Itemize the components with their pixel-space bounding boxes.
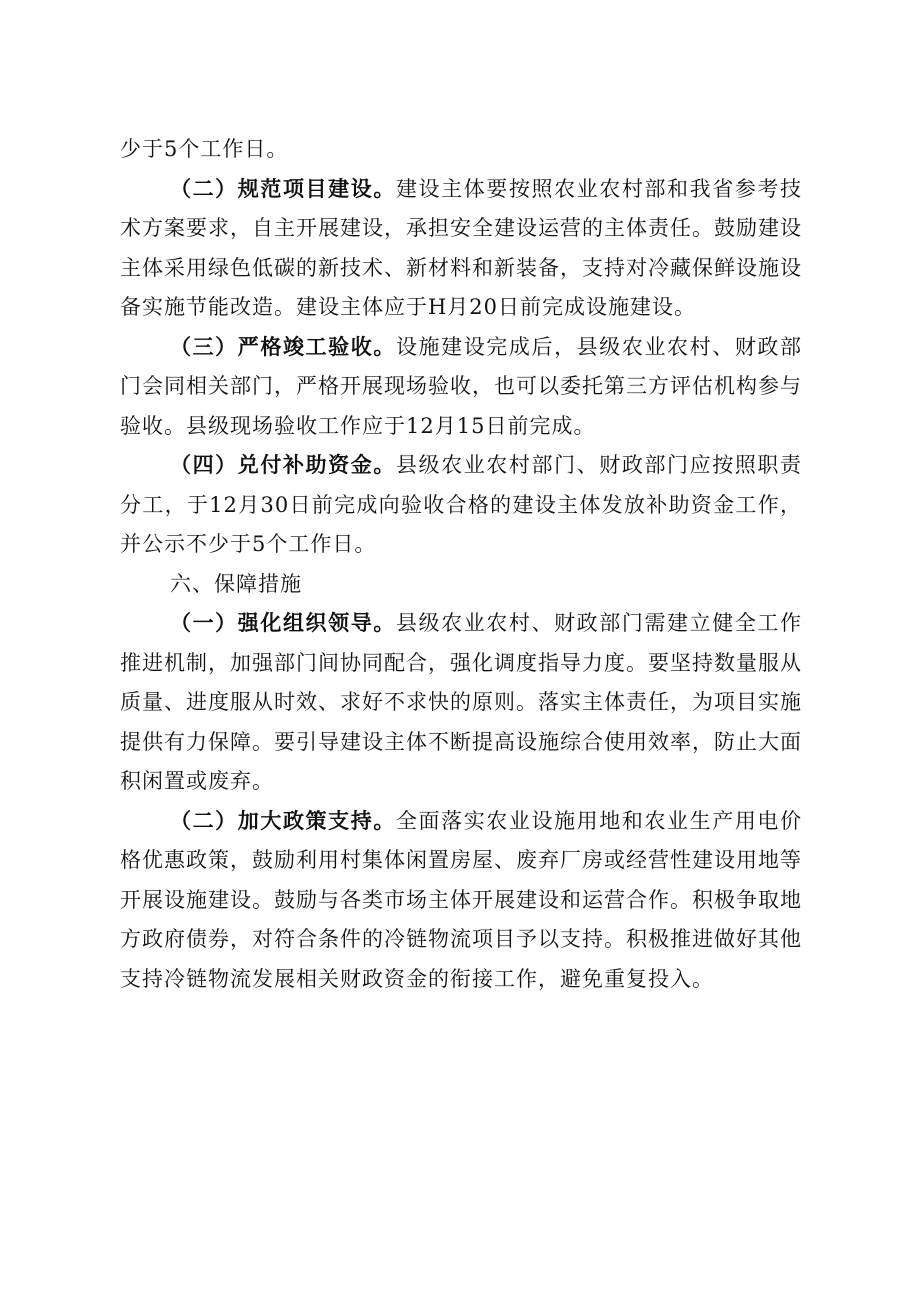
paragraph-project-construction <box>120 170 802 328</box>
paragraph-organization <box>120 604 802 802</box>
paragraph-continuation <box>120 130 802 170</box>
paragraph-heading: （三）严格竣工验收。 <box>170 334 396 359</box>
section-heading: 六、保障措施 <box>170 571 302 596</box>
paragraph-heading: （二）规范项目建设。 <box>170 176 396 201</box>
paragraph-text: 县级农业农村、财政部门需建立健全工作推进机制，加强部门间协同配合，强化调度指导力度。要坚持数量服从质量、进度服从时效、求好不求快的原则。落实主体责任，为项目实施提供有力保障。要引导建设主体不断提高设施综合使用效率，防止大面积闲置或废弃。 <box>120 611 803 793</box>
paragraph-heading: （四）兑付补助资金。 <box>170 453 396 477</box>
paragraph-subsidy-payment <box>120 446 802 565</box>
paragraph-policy-support <box>120 802 802 1000</box>
paragraph-text: 县级农业农村部门、财政部门应按照职责分工，于12月30日前完成向验收合格的建设主体发放补助资金工作，并公示不少于5个工作日。 <box>120 453 803 556</box>
document-page <box>120 130 802 999</box>
paragraph-text: 全面落实农业设施用地和农业生产用电价格优惠政策，鼓励利用村集体闲置房屋、废弃厂房或经营性建设用地等开展设施建设。鼓励与各类市场主体开展建设和运营合作。积极争取地方政府债券，对符合条件的冷链物流项目予以支持。积极推进做好其他支持冷链物流发展相关财政资金的衔接工作，避免重复投入。 <box>120 808 803 991</box>
paragraph-text: 设施建设完成后，县级农业农村、财政部门会同相关部门，严格开展现场验收，也可以委托第三方评估机构参与验收。县级现场验收工作应于12月15日前完成。 <box>120 334 803 438</box>
paragraph-text: 建设主体要按照农业农村部和我省参考技术方案要求，自主开展建设，承担安全建设运营的主体责任。鼓励建设主体采用绿色低碳的新技术、新材料和新装备，支持对冷藏保鲜设施设备实施节能改造。建设主体应于H月20日前完成设施建设。 <box>120 176 803 319</box>
paragraph-acceptance <box>120 328 802 447</box>
paragraph-text: 少于5个工作日。 <box>120 137 289 161</box>
paragraph-heading: （二）加大政策支持。 <box>170 808 396 833</box>
paragraph-heading: （一）强化组织领导。 <box>170 611 396 635</box>
